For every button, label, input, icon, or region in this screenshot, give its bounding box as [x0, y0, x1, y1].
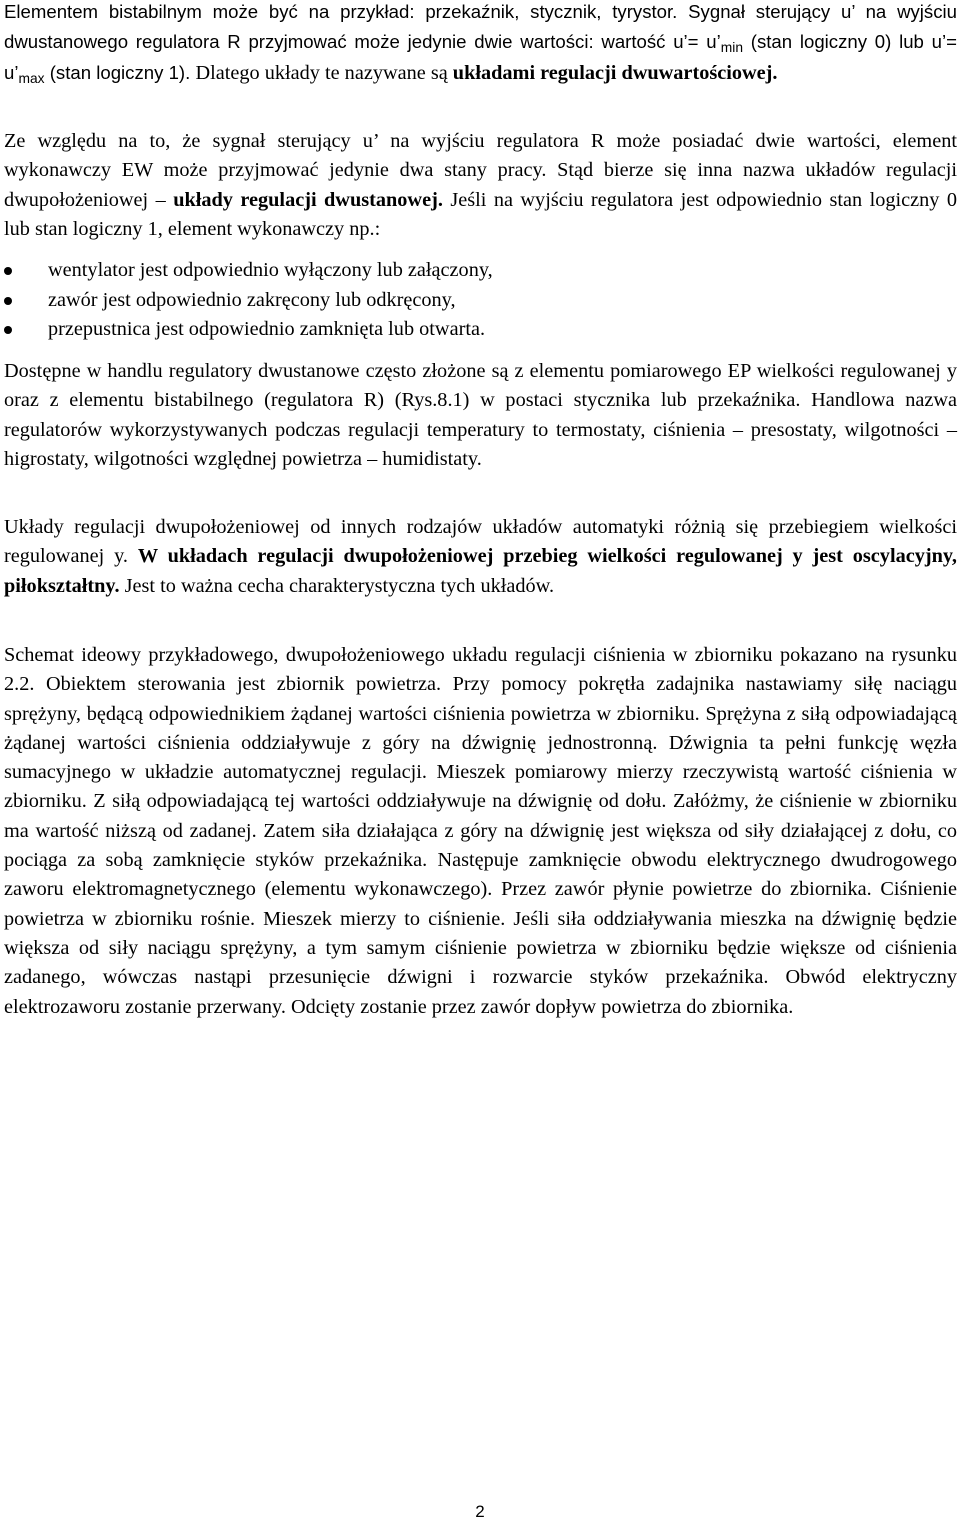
- paragraph-oscillation: [4, 513, 957, 601]
- subscript-min: min: [720, 40, 744, 56]
- bold-term: układy regulacji dwustanowej.: [173, 188, 443, 211]
- list-item: [4, 286, 957, 316]
- subscript-max: max: [18, 70, 45, 86]
- paragraph-commercial-regulators: Dostępne w handlu regulatory dwustanowe często złożone są z elementu pomiarowego EP wielkości regulowanej y oraz z elementu bistabilnego (regulatora R) (Rys.8.1) w postaci stycznika lub przekaźnika. Handlowa nazwa regulatorów wykorzystywanych podczas regulacji temperatury to termostaty, ciśnienia – presostaty, wilgotności – higrostaty, wilgotności względnej powietrza – humidistaty.: [4, 360, 957, 470]
- bullet-icon: [4, 267, 12, 275]
- list-item-text: zawór jest odpowiednio zakręcony lub odkręcony,: [48, 288, 456, 311]
- list-item-text: przepustnica jest odpowiednio zamknięta lub otwarta.: [48, 318, 486, 341]
- bullet-icon: [4, 326, 12, 334]
- text-run: (stan logiczny 0) lub u’= u’: [4, 31, 957, 83]
- text-run: (stan logiczny 1).: [44, 61, 196, 83]
- list-item-text: wentylator jest odpowiednio wyłączony lub załączony,: [48, 259, 493, 281]
- text-run: Układy regulacji dwupołożeniowej od innych rodzajów układów automatyki różnią się przebiegiem wielkości regulowanej y.: [4, 516, 957, 568]
- text-run: Elementem bistabilnym może być na przykład: przekaźnik, stycznik, tyrystor. Sygnał sterujący u’ na wyjściu dwustanowego regulatora R przyjmować może jedynie dwie wartości: wartość u’= u’: [4, 1, 957, 53]
- text-run: Ze względu na to, że sygnał sterujący u’ na wyjściu regulatora R może posiadać dwie wartości, element wykonawczy EW może przyjmować jedynie dwa stany pracy. Stąd bierze się inna nazwa układów regulacji dwupołożeniowej –: [4, 130, 957, 211]
- bold-statement: W układach regulacji dwupołożeniowej przebieg wielkości regulowanej y jest oscylacyjny, piłokształtny.: [4, 545, 957, 597]
- text-run: Jeśli na wyjściu regulatora jest odpowiednio stan logiczny 0 lub stan logiczny 1, element wykonawczy np.:: [4, 188, 957, 240]
- paragraph-bistable-element: [4, 0, 957, 88]
- bold-term: układami regulacji dwuwartościowej.: [452, 61, 778, 84]
- page-number: 2: [475, 1502, 485, 1521]
- paragraph-pressure-schematic: Schemat ideowy przykładowego, dwupołożeniowego układu regulacji ciśnienia w zbiorniku pokazano na rysunku 2.2. Obiektem sterowania jest zbiornik powietrza. Przy pomocy pokrętła zadajnika nastawiamy siłę naciągu sprężyny, będącą odpowiednikiem żądanej wartości ciśnienia powietrza w zbiorniku. Sprężyna z siłą odpowiadającą żądanej wartości ciśnienia oddziaływuje z góry na dźwignię jednostronną. Dźwignia ta pełni funkcję węzła sumacyjnego w układzie automatycznej regulacji. Mieszek pomiarowy mierzy rzeczywistą wartość ciśnienia w zbiorniku. Z siłą odpowiadającą tej wartości oddziaływuje na dźwignię od dołu. Załóżmy, że ciśnienie w zbiorniku ma wartość niższą od zadanej. Zatem siła działająca z góry na dźwignię jest większa od siły działającej z dołu, co pociąga za sobą zamknięcie styków przekaźnika. Następuje zamknięcie obwodu elektrycznego dwudrogowego zaworu elektromagnetycznego (elementu wykonawczego). Przez zawór płynie powietrze do zbiornika. Ciśnienie powietrza w zbiorniku rośnie. Mieszek mierzy to ciśnienie. Jeśli siła oddziaływania mieszka na dźwignię będzie większa od siły naciągu sprężyny, a tym samym ciśnienie powietrza w zbiorniku będzie większe od ciśnienia zadanego, wówczas nastąpi przesunięcie dźwigni i rozwarcie styków przekaźnika. Obwód elektryczny elektrozaworu zostanie przerwany. Odcięty zostanie przez zawór dopływ powietrza do zbiornika.: [4, 644, 957, 1018]
- text-run: Jest to ważna cecha charakterystyczna tych układów.: [119, 574, 555, 597]
- list-item: [4, 315, 957, 345]
- paragraph-control-signal: [4, 127, 957, 244]
- bullet-list: [4, 256, 957, 345]
- list-item: [4, 256, 957, 286]
- bullet-icon: [4, 297, 12, 305]
- text-run: Dlatego układy te nazywane są: [195, 61, 453, 84]
